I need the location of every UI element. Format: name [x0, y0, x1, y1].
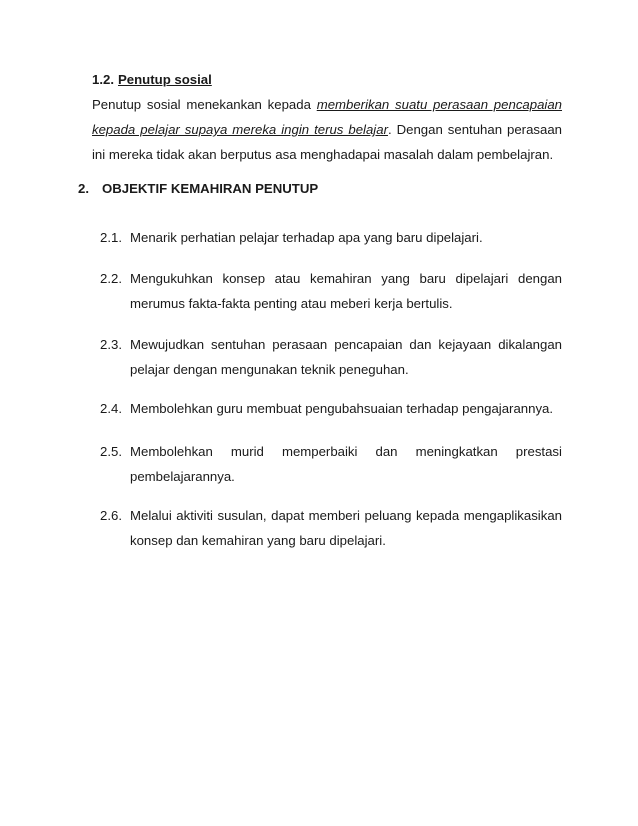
list-item-text: Melalui aktiviti susulan, dapat memberi peluang kepada mengaplikasikan konsep dan kemahiran yang baru dipelajari.: [130, 508, 562, 548]
section-number: 2.: [78, 181, 89, 196]
subsection-title: Penutup sosial: [118, 72, 212, 87]
list-item-number: 2.3.: [100, 337, 122, 352]
list-item-word: Membolehkan: [130, 444, 213, 459]
list-item: [100, 396, 562, 421]
list-item: [100, 225, 562, 250]
list-item: [100, 266, 562, 316]
paragraph-emphasis: memberikan suatu perasaan pencapaian kepada pelajar supaya mereka ingin terus belajar: [92, 97, 563, 137]
list-item: [100, 439, 562, 489]
list-item-number: 2.1.: [100, 230, 122, 245]
list-item-text: Mewujudkan sentuhan perasaan pencapaian dan kejayaan dikalangan pelajar dengan mengunakan teknik peneguhan.: [130, 337, 562, 377]
list-item-text: Menarik perhatian pelajar terhadap apa yang baru dipelajari.: [130, 230, 483, 245]
paragraph-tail: . Dengan sentuhan perasaan ini mereka tidak akan berputus asa menghadapai masalah dalam pembelajran.: [92, 122, 563, 162]
list-item-word: dan: [375, 444, 398, 459]
list-item-line: [130, 439, 562, 464]
list-item-line: pembelajarannya.: [130, 469, 235, 484]
list-item-word: meningkatkan: [415, 444, 498, 459]
list-item-number: 2.5.: [100, 444, 122, 459]
list-item: [100, 503, 562, 553]
subsection-heading: [92, 72, 212, 87]
list-item-word: murid: [230, 444, 264, 459]
list-item-text: [130, 439, 562, 489]
list-item-text: Mengukuhkan konsep atau kemahiran yang baru dipelajari dengan merumus fakta-fakta penting atau meberi kerja bertulis.: [130, 271, 562, 311]
paragraph-lead: Penutup sosial menekankan kepada: [92, 97, 317, 112]
list-item-word: prestasi: [515, 444, 562, 459]
list-item: [100, 332, 562, 382]
list-item-number: 2.4.: [100, 401, 122, 416]
subsection-paragraph: [92, 92, 562, 167]
list-item-number: 2.6.: [100, 508, 122, 523]
section-title: OBJEKTIF KEMAHIRAN PENUTUP: [102, 181, 319, 196]
subsection-number: 1.2.: [92, 72, 114, 87]
section-heading: [78, 181, 318, 196]
list-item-text: Membolehkan guru membuat pengubahsuaian terhadap pengajarannya.: [130, 401, 554, 416]
list-item-word: memperbaiki: [281, 444, 358, 459]
list-item-number: 2.2.: [100, 271, 122, 286]
